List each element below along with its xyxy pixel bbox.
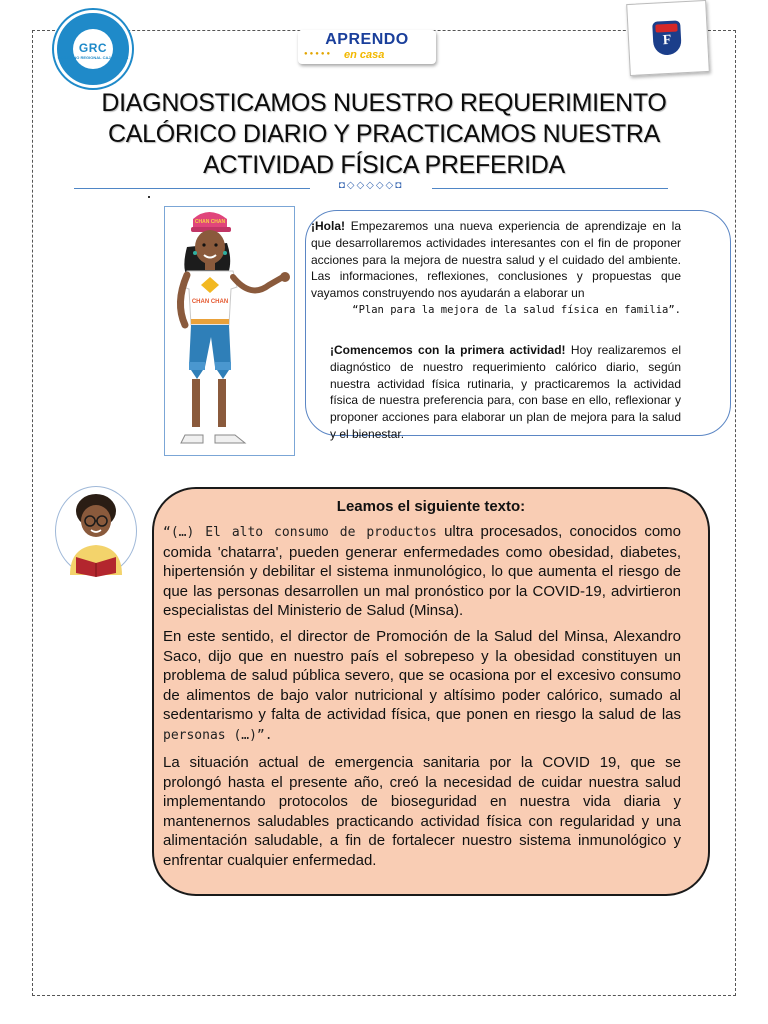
regional-education-logo xyxy=(54,10,132,88)
reading-paragraph-3 xyxy=(163,753,681,871)
logo-abbr: GRC xyxy=(78,41,108,55)
logo-subtext: GOBIERNO REGIONAL CAJAMARCA xyxy=(57,55,129,60)
boy-reading-icon xyxy=(56,487,138,577)
page-title xyxy=(60,88,708,181)
title-line-3: ACTIVIDAD FÍSICA PREFERIDA xyxy=(203,151,565,179)
title-divider-left xyxy=(74,188,310,189)
title-ornament: ◘◇◇◇◇◇◘ xyxy=(338,180,404,191)
intro-plan-quote: “Plan para la mejora de la salud física en familia”. xyxy=(352,303,681,316)
shield-icon xyxy=(652,20,682,55)
crest-letter: F xyxy=(662,32,672,49)
intro-paragraph-1 xyxy=(311,218,681,319)
intro-paragraph-2 xyxy=(330,342,681,443)
reading-quote-close: personas (…)”. xyxy=(163,727,273,743)
girl-figure-icon xyxy=(165,207,296,457)
stray-dot xyxy=(148,196,150,198)
title-line-1: DIAGNOSTICAMOS NUESTRO REQUERIMIENTO xyxy=(101,89,667,117)
reading-text-1: ultra procesados, conocidos como comida 'chatarra', pueden generar enfermedades como obesidad, diabetes, hipertensión y debilitar el sistema inmunológico, lo que aumenta el riesgo de que las personas desarrollen un mal pronóstico por la COVID-19, advirtieron especialistas del Ministerio de Salud (Minsa). xyxy=(163,523,681,620)
reading-paragraph-2 xyxy=(163,627,681,746)
school-crest-logo xyxy=(626,0,710,76)
title-line-2: CALÓRICO DIARIO Y PRACTICAMOS NUESTRA xyxy=(108,120,660,148)
reading-heading: Leamos el siguiente texto: xyxy=(336,498,526,515)
reading-paragraph-1 xyxy=(163,522,681,621)
intro-greeting: ¡Hola! xyxy=(311,219,345,233)
logo-word-aprendo: APRENDO xyxy=(325,31,409,48)
aprendo-en-casa-logo xyxy=(298,30,436,64)
reading-quote-open: “(…) El alto consumo de productos xyxy=(163,525,437,540)
shirt-label: CHAN CHAN xyxy=(191,299,229,305)
girl-illustration xyxy=(164,206,295,456)
intro-text-2: Hoy realizaremos el diagnóstico de nuestro requerimiento calórico diario, según nuestra actividad física rutinaria, y practicaremos la actividad física de nuestra preferencia para, con base en ello, reflexionar y proponer acciones para elaborar un plan de mejora para la salud y el bienestar. xyxy=(330,343,681,441)
boy-reading-illustration xyxy=(55,486,137,576)
cap-label: CHAN CHAN xyxy=(194,219,226,225)
reading-text-3: La situación actual de emergencia sanitaria por la COVID 19, que se prolongó hasta el presente año, creó la necesidad de cuidar nuestra salud implementando protocolos de bioseguridad en nuestra vida diaria y mantenernos saludables practicando actividad física con regularidad y una alimentación saludable, a fin de fortalecer nuestro sistema inmunológico y enfrentar cualquier enfermedad. xyxy=(163,754,681,869)
reading-text-2: En este sentido, el director de Promoción de la Salud del Minsa, Alexandro Saco, dijo que en nuestro país el sobrepeso y la obesidad constituyen un problema de salud pública severo, que se ocasiona por el excesivo consumo de alimentos de bajo valor nutricional y altísimo poder calórico, sumado al sedentarismo y falta de actividad física, que ponen en riesgo la salud de las xyxy=(163,628,681,724)
intro-activity-heading: ¡Comencemos con la primera actividad! xyxy=(330,343,566,357)
title-divider-right xyxy=(432,188,668,189)
logo-dots-icon: ●●●●● xyxy=(304,51,333,57)
intro-text-1: Empezaremos una nueva experiencia de aprendizaje en la que desarrollaremos actividades interesantes con el fin de proponer acciones para la mejora de nuestra salud y el cuidado del ambiente. Las informaciones, reflexiones, conclusiones y propuestas que vayamos construyendo nos ayudarán a elaborar un xyxy=(311,219,681,301)
logo-word-en-casa: en casa xyxy=(344,49,385,61)
